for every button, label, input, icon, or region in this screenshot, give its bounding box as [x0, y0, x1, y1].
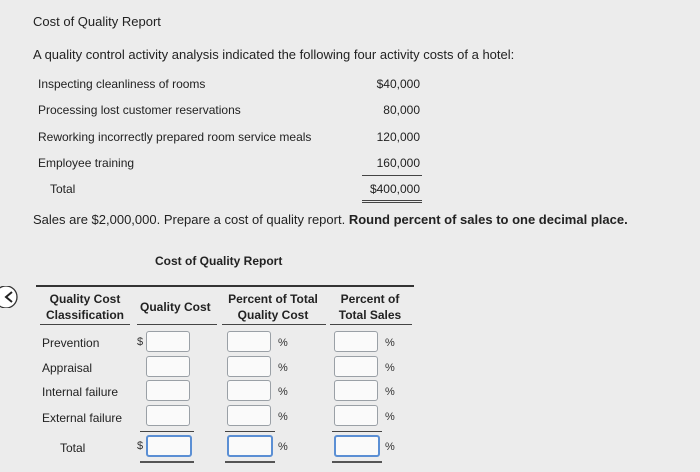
- percent-sign: %: [385, 411, 395, 423]
- report-title: Cost of Quality Report: [155, 254, 283, 268]
- chevron-left-icon[interactable]: [0, 286, 22, 308]
- header-underline-1: [40, 324, 130, 325]
- instruction-plain: Sales are $2,000,000. Prepare a cost of quality report.: [33, 212, 346, 227]
- internal-failure-pct-total-input[interactable]: [227, 380, 271, 401]
- activity-amount-2: 80,000: [383, 103, 420, 117]
- header-underline-4: [330, 324, 412, 325]
- total-double-rule: [362, 200, 422, 203]
- row-label-internal-failure: Internal failure: [42, 385, 119, 399]
- internal-failure-cost-input[interactable]: [146, 380, 190, 401]
- instruction-text: [33, 212, 628, 227]
- percent-sign: %: [385, 337, 395, 349]
- row-label-total: Total: [60, 441, 86, 455]
- activity-amount-3: 120,000: [376, 130, 420, 144]
- total-cost-input[interactable]: [146, 435, 192, 457]
- row-label-appraisal: Appraisal: [42, 361, 93, 375]
- sum-rule-cost: [140, 431, 194, 432]
- header-quality-cost: Quality Cost: [140, 300, 211, 314]
- total-pct-total-input[interactable]: [227, 435, 273, 457]
- activity-total-amount: $400,000: [369, 182, 420, 196]
- activity-amount-1: $40,000: [376, 77, 420, 91]
- percent-sign: %: [278, 337, 288, 349]
- percent-sign: %: [278, 386, 288, 398]
- page-title: Cost of Quality Report: [33, 14, 161, 29]
- percent-sign: %: [278, 441, 288, 453]
- activity-amount-4: 160,000: [376, 156, 420, 170]
- sum-rule-pct-total: [225, 431, 275, 432]
- percent-sign: %: [385, 441, 395, 453]
- dollar-sign: $: [137, 440, 144, 452]
- total-double-rule-pct-sales: [332, 461, 382, 463]
- prevention-pct-total-input[interactable]: [227, 331, 271, 352]
- sum-rule-pct-sales: [332, 431, 382, 432]
- total-double-rule-cost: [140, 461, 194, 463]
- header-classification: Quality Cost Classification: [45, 292, 125, 322]
- report-top-rule: [36, 285, 414, 287]
- percent-sign: %: [385, 386, 395, 398]
- intro-text: A quality control activity analysis indicated the following four activity costs of a hotel:: [33, 47, 515, 62]
- external-failure-cost-input[interactable]: [146, 405, 190, 426]
- header-underline-3: [222, 324, 326, 325]
- header-pct-sales: Percent of Total Sales: [338, 292, 402, 322]
- percent-sign: %: [385, 362, 395, 374]
- header-underline-2: [137, 324, 217, 325]
- activity-label-3: Reworking incorrectly prepared room service meals: [38, 130, 312, 144]
- activity-label-2: Processing lost customer reservations: [38, 103, 241, 117]
- percent-sign: %: [278, 362, 288, 374]
- activity-label-4: Employee training: [38, 156, 135, 170]
- total-double-rule-pct-total: [225, 461, 275, 463]
- percent-sign: %: [278, 411, 288, 423]
- activity-total-label: Total: [50, 182, 76, 196]
- prevention-pct-sales-input[interactable]: [334, 331, 378, 352]
- prevention-cost-input[interactable]: [146, 331, 190, 352]
- appraisal-pct-sales-input[interactable]: [334, 356, 378, 377]
- total-pct-sales-input[interactable]: [334, 435, 380, 457]
- total-rule: [362, 175, 422, 176]
- appraisal-cost-input[interactable]: [146, 356, 190, 377]
- row-label-prevention: Prevention: [42, 336, 100, 350]
- internal-failure-pct-sales-input[interactable]: [334, 380, 378, 401]
- external-failure-pct-total-input[interactable]: [227, 405, 271, 426]
- dollar-sign: $: [137, 336, 144, 348]
- appraisal-pct-total-input[interactable]: [227, 356, 271, 377]
- row-label-external-failure: External failure: [42, 411, 123, 425]
- external-failure-pct-sales-input[interactable]: [334, 405, 378, 426]
- header-pct-total: Percent of Total Quality Cost: [228, 292, 318, 322]
- instruction-bold: Round percent of sales to one decimal place.: [348, 212, 628, 227]
- activity-label-1: Inspecting cleanliness of rooms: [38, 77, 206, 91]
